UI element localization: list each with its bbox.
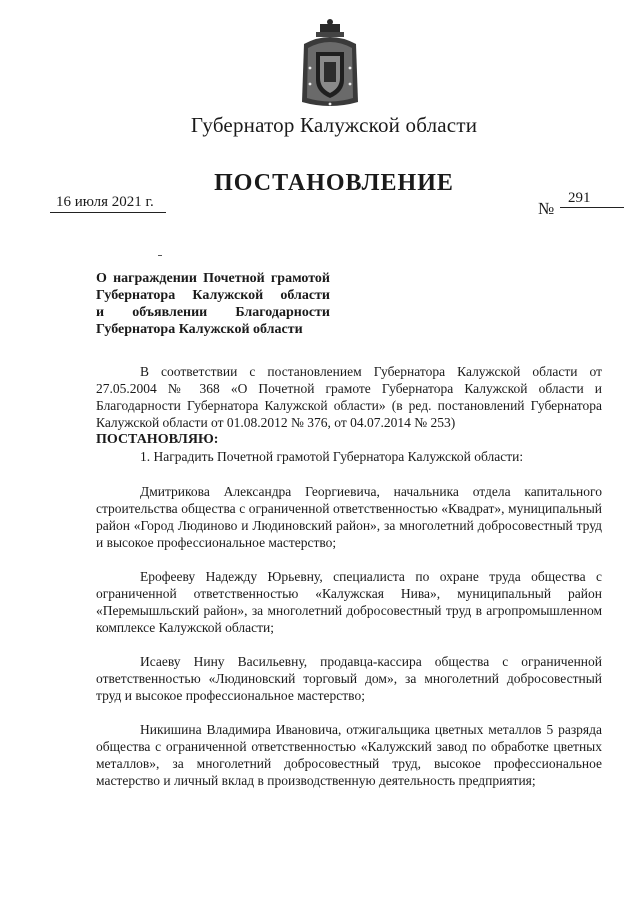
authority-title: Губернатор Калужской области: [190, 113, 478, 137]
preamble-paragraph: В соответствии с постановлением Губернатора Калужской области от 27.05.2004 № 368 «О Почетной грамоте Губернатора Калужской области и Благодарности Губернатора Калужской области» (в ред. постановлений Губернатора Калужской области от 01.08.2012 № 376, от 04.07.2014 № 253): [96, 364, 602, 430]
subject-line: и объявлении Благодарности: [96, 305, 330, 320]
awardee-paragraph: Дмитрикова Александра Георгиевича, начальника отдела капитального строительства общества с ограниченной ответственностью «Квадрат», муниципальный район «Город Людиново и Людиновский район», за многолетний добросовестный труд и высокое профессиональное мастерство;: [96, 484, 602, 550]
document-subject: [96, 270, 330, 338]
clause-1: 1. Наградить Почетной грамотой Губернатора Калужской области:: [140, 449, 524, 464]
resolve-heading: ПОСТАНОВЛЯЮ:: [96, 432, 219, 447]
awardee-paragraph: Никишина Владимира Ивановича, отжигальщика цветных металлов 5 разряда общества с ограниченной ответственностью «Калужский завод по обработке цветных металлов», за многолетний добросовестный труд, высокое профессиональное мастерство и личный вклад в производственную деятельность предприятия;: [96, 722, 602, 788]
document-type-heading: ПОСТАНОВЛЕНИЕ: [214, 170, 454, 196]
document-body: [96, 363, 602, 789]
coat-of-arms-emblem: [298, 18, 362, 114]
subject-line: О награждении Почетной грамотой: [96, 271, 330, 286]
number-sign: №: [538, 199, 555, 218]
awardee-paragraph: Исаеву Нину Васильевну, продавца-кассира общества с ограниченной ответственностью «Людиновский торговый дом», за многолетний добросовестный труд и высокое профессиональное мастерство;: [96, 654, 602, 703]
awardee-paragraph: Ерофееву Надежду Юрьевну, специалиста по охране труда общества с ограниченной ответственностью «Калужская Нива», муниципальный район «Перемышльский район», за многолетний добросовестный труд в агропромышленном комплексе Калужской области;: [96, 569, 602, 635]
subject-line: Губернатора Калужской области: [96, 288, 330, 303]
document-number: 291: [560, 190, 624, 208]
subject-line: Губернатора Калужской области: [96, 322, 303, 337]
document-date: 16 июля 2021 г.: [50, 194, 166, 213]
stray-mark: [158, 255, 162, 256]
